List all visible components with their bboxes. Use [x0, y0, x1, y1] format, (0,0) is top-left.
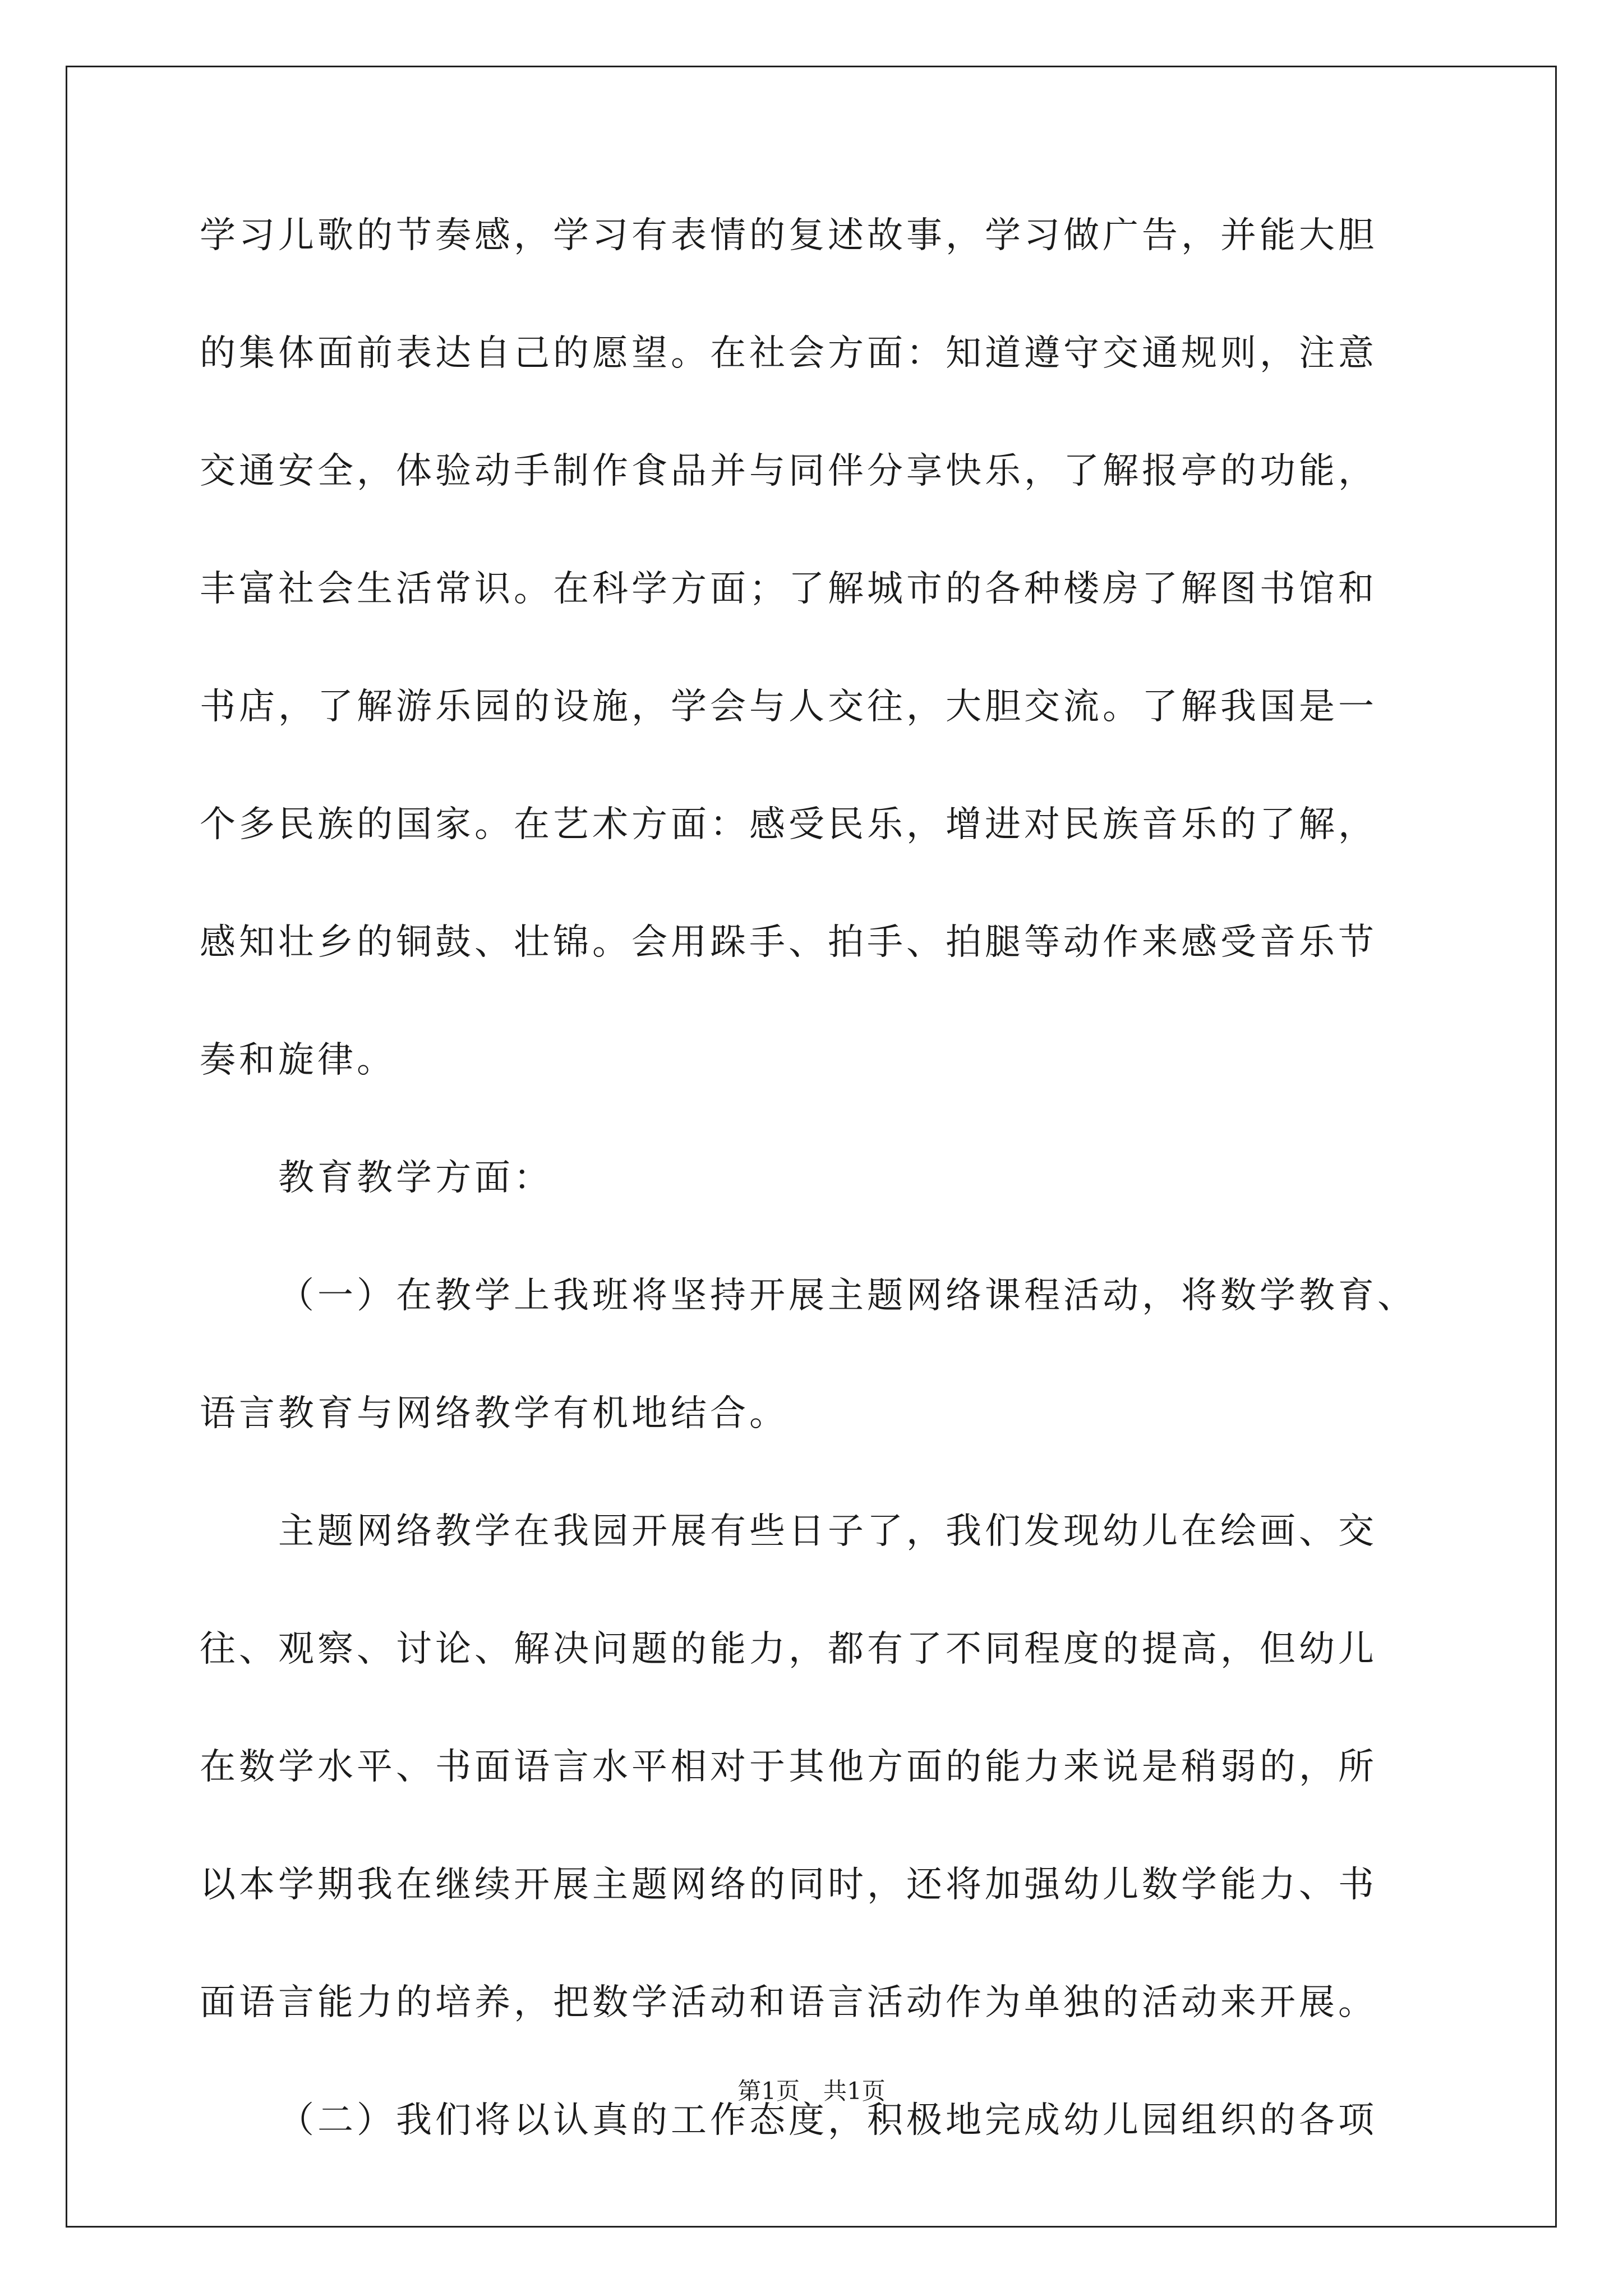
text-line: 在数学水平、书面语言水平相对于其他方面的能力来说是稍弱的，所: [200, 1746, 1377, 1788]
text-line: 交通安全，体验动手制作食品并与同伴分享快乐，了解报亭的功能，: [200, 450, 1377, 492]
text-line: 感知壮乡的铜鼓、壮锦。会用跺手、拍手、拍腿等动作来感受音乐节: [200, 922, 1377, 963]
text-line: 学习儿歌的节奏感，学习有表情的复述故事，学习做广告，并能大胆: [200, 215, 1377, 256]
text-line: 丰富社会生活常识。在科学方面；了解城市的各种楼房了解图书馆和: [200, 568, 1377, 610]
text-line: （二）我们将以认真的工作态度，积极地完成幼儿园组织的各项: [278, 2100, 1377, 2141]
text-line: 往、观察、讨论、解决问题的能力，都有了不同程度的提高，但幼儿: [200, 1628, 1377, 1670]
text-line: 面语言能力的培养，把数学活动和语言活动作为单独的活动来开展。: [200, 1982, 1377, 2023]
text-line: 的集体面前表达自己的愿望。在社会方面：知道遵守交通规则，注意: [200, 333, 1377, 374]
page-number-label: 第1页 共1页: [737, 2077, 886, 2105]
text-line: 书店，了解游乐园的设施，学会与人交往，大胆交流。了解我国是一: [200, 686, 1377, 728]
text-line: 语言教育与网络教学有机地结合。: [200, 1393, 789, 1434]
text-line: 个多民族的国家。在艺术方面：感受民乐，增进对民族音乐的了解，: [200, 804, 1377, 845]
page-footer: [0, 2076, 1623, 2107]
text-line: （一）在教学上我班将坚持开展主题网络课程活动，将数学教育、: [278, 1275, 1417, 1317]
text-line: 以本学期我在继续开展主题网络的同时，还将加强幼儿数学能力、书: [200, 1864, 1377, 1906]
text-line: 主题网络教学在我园开展有些日子了，我们发现幼儿在绘画、交: [278, 1511, 1377, 1552]
section-heading: 教育教学方面：: [278, 1157, 553, 1199]
text-line: 奏和旋律。: [200, 1039, 396, 1081]
